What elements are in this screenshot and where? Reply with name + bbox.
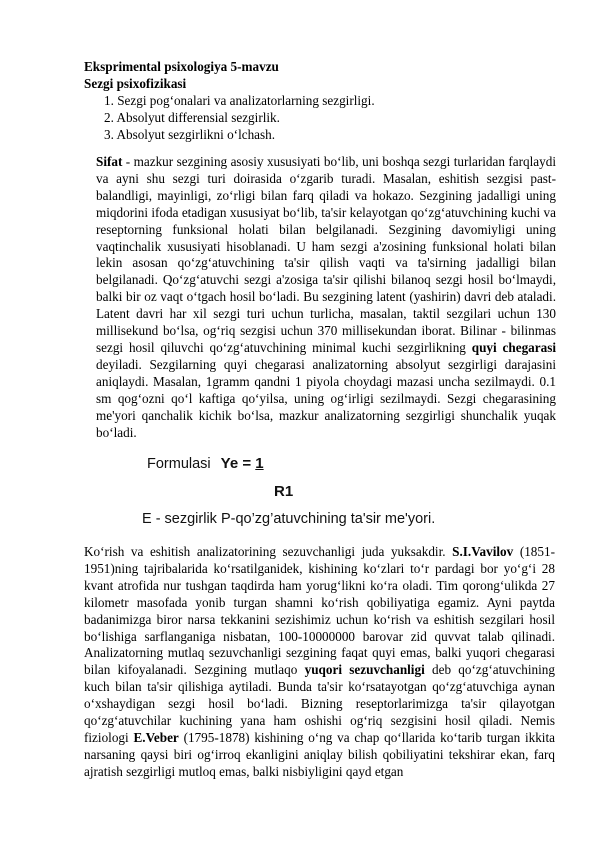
paragraph-sensitivity — [84, 544, 555, 781]
paragraph-text: deyiladi. Sezgilarning quyi chegarasi analizatorning absolyut sezgirligi darajasini aniqlaydi. Masalan, 1gramm qandni 1 piyola choydagi mazasi uncha sezilmaydi. 0.1 sm qog‘ozni qo‘l kaftiga qo‘yilsa, uning og‘irligi sezilmaydi. Sezgi chegarasining me'yori qanchalik kichik bo‘lsa, mazkur analizatorning sezgirligi shunchalik yuqak bo‘ladi. — [96, 356, 556, 440]
paragraph-text: - mazkur sezgining asosiy xususiyati bo‘lib, uni boshqa sezgi turlaridan farqlaydi va ayni shu sezgi turi doirasida o‘zgarib turadi. Masalan, eshitish sezgisi past-balandligi, mayinligi, zo‘rligi bilan farq qiladi va hokazo. Sezgining jadalligi uning miqdorini ifoda etadigan xususiyat bo‘lib, ta'sir kelayotgan qo‘zg‘atuvchining kuchi va reseptorning funksional holati bilan belgilanadi. Sezgining davomiyligi uning vaqtinchalik xususiyati hisoblanadi. U ham sezgi a'zosining funksional holati bilan lekin asosan qo‘zg‘atuvchining ta'sir qilish vaqti va ta'sirning jadalligi bilan belgilanadi. Qo‘zg‘atuvchi sezgi a'zosiga ta'sir qilishi bilanoq sezgi hosil bo‘lmaydi, balki bir oz vaqt o‘tgach hosil bo‘ladi. Bu sezgining latent (yashirin) davri deb ataladi. Latent davri har xil sezgi turi uchun turlicha, masalan, taktil sezgilari uchun 130 millisekund bo‘lsa, og‘riq sezgisi uchun 370 millisekundan iborat. Bilinar - bilinmas sezgi hosil qiluvchi qo‘zg‘atuvchining minimal kuchi sezgirlikning — [96, 154, 556, 355]
formula-label: Formulasi — [147, 456, 211, 472]
formula-line — [147, 456, 264, 473]
topic-item: 3. Absolyut sezgirlikni o‘lchash. — [104, 126, 276, 142]
document-subtitle: Sezgi psixofizikasi — [84, 75, 187, 91]
formula-lhs: Ye = 1 — [220, 455, 264, 472]
name-vavilov: S.I.Vavilov — [452, 544, 514, 559]
term-upper-sensitivity: yuqori sezuvchanligi — [304, 662, 425, 678]
term-lower-threshold: quyi chegarasi — [471, 339, 557, 355]
paragraph-text: deb qo‘zg‘atuvchining kuch bilan ta'sir qilishiga aytiladi. Bunda ta'sir ko‘rsatayotgan qo‘zg‘atuvchiga aynan o‘xshaydigan sezgi hosil bo‘ladi. Bizning reseptorlarimizga ta'sir qilayotgan qo‘zg‘atuvchilar kuchining yana ham oshishi og‘riq sezgisini hosil qiladi. Nemis fiziologi — [84, 662, 555, 745]
document-title: Eksprimental psixologiya 5-mavzu — [84, 59, 279, 74]
paragraph-text: Ko‘rish va eshitish analizatorining sezuvchanligi juda yuksakdir. — [84, 544, 453, 559]
paragraph-text: (1851-1951)ning tajribalarida ko‘rsatilganidek, kishining ko‘zlari to‘r pardagi bor yo‘g‘i 28 kvant atrofida nur tushgan taqdirda ham yorug‘likni ko‘ra oladi. Tim qorong‘ulikda 27 kilometr masofada yonib turgan shamni ko‘rish qobiliyatiga egamiz. Ayni paytda badanimizga biror narsa tekkanini sezishimiz uchun ko‘rish va eshitish sezgilari hosil bo‘lishiga sarflanganiga nisbatan, 100-10000000 barovar zid quvvat talab qilinadi. Analizatorning mutlaq sezuvchanligi sezgining faqat quyi emas, balki yuqori chegarasi bilan kifoyalanadi. Sezgining mutlaqo — [84, 544, 555, 678]
paragraph-quality — [96, 154, 556, 441]
paragraph-text: (1795-1878) kishining o‘ng va chap qo‘llarida ko‘tarib turgan ikkita narsaning qaysi biri og‘irroq ekanligini aniqlay bilish qobiliyatini tekshirar ekan, farq ajratish sezgirligi mutloq emas, balki nisbiyligini qayd etgan — [84, 729, 555, 779]
topic-item: 1. Sezgi pog‘onalari va analizatorlarning sezgirligi. — [104, 93, 375, 108]
topic-item: 2. Absolyut differensial sezgirlik. — [104, 109, 280, 125]
formula-numerator: 1 — [255, 455, 264, 472]
topic-list — [104, 93, 375, 144]
term-sifat: Sifat — [96, 154, 123, 169]
formula-legend: E - sezgirlik P-qo’zg’atuvchining ta'sir me'yori. — [142, 511, 436, 527]
formula-denominator: R1 — [274, 483, 294, 500]
name-veber: E.Veber — [133, 729, 179, 745]
document-header — [84, 59, 279, 93]
